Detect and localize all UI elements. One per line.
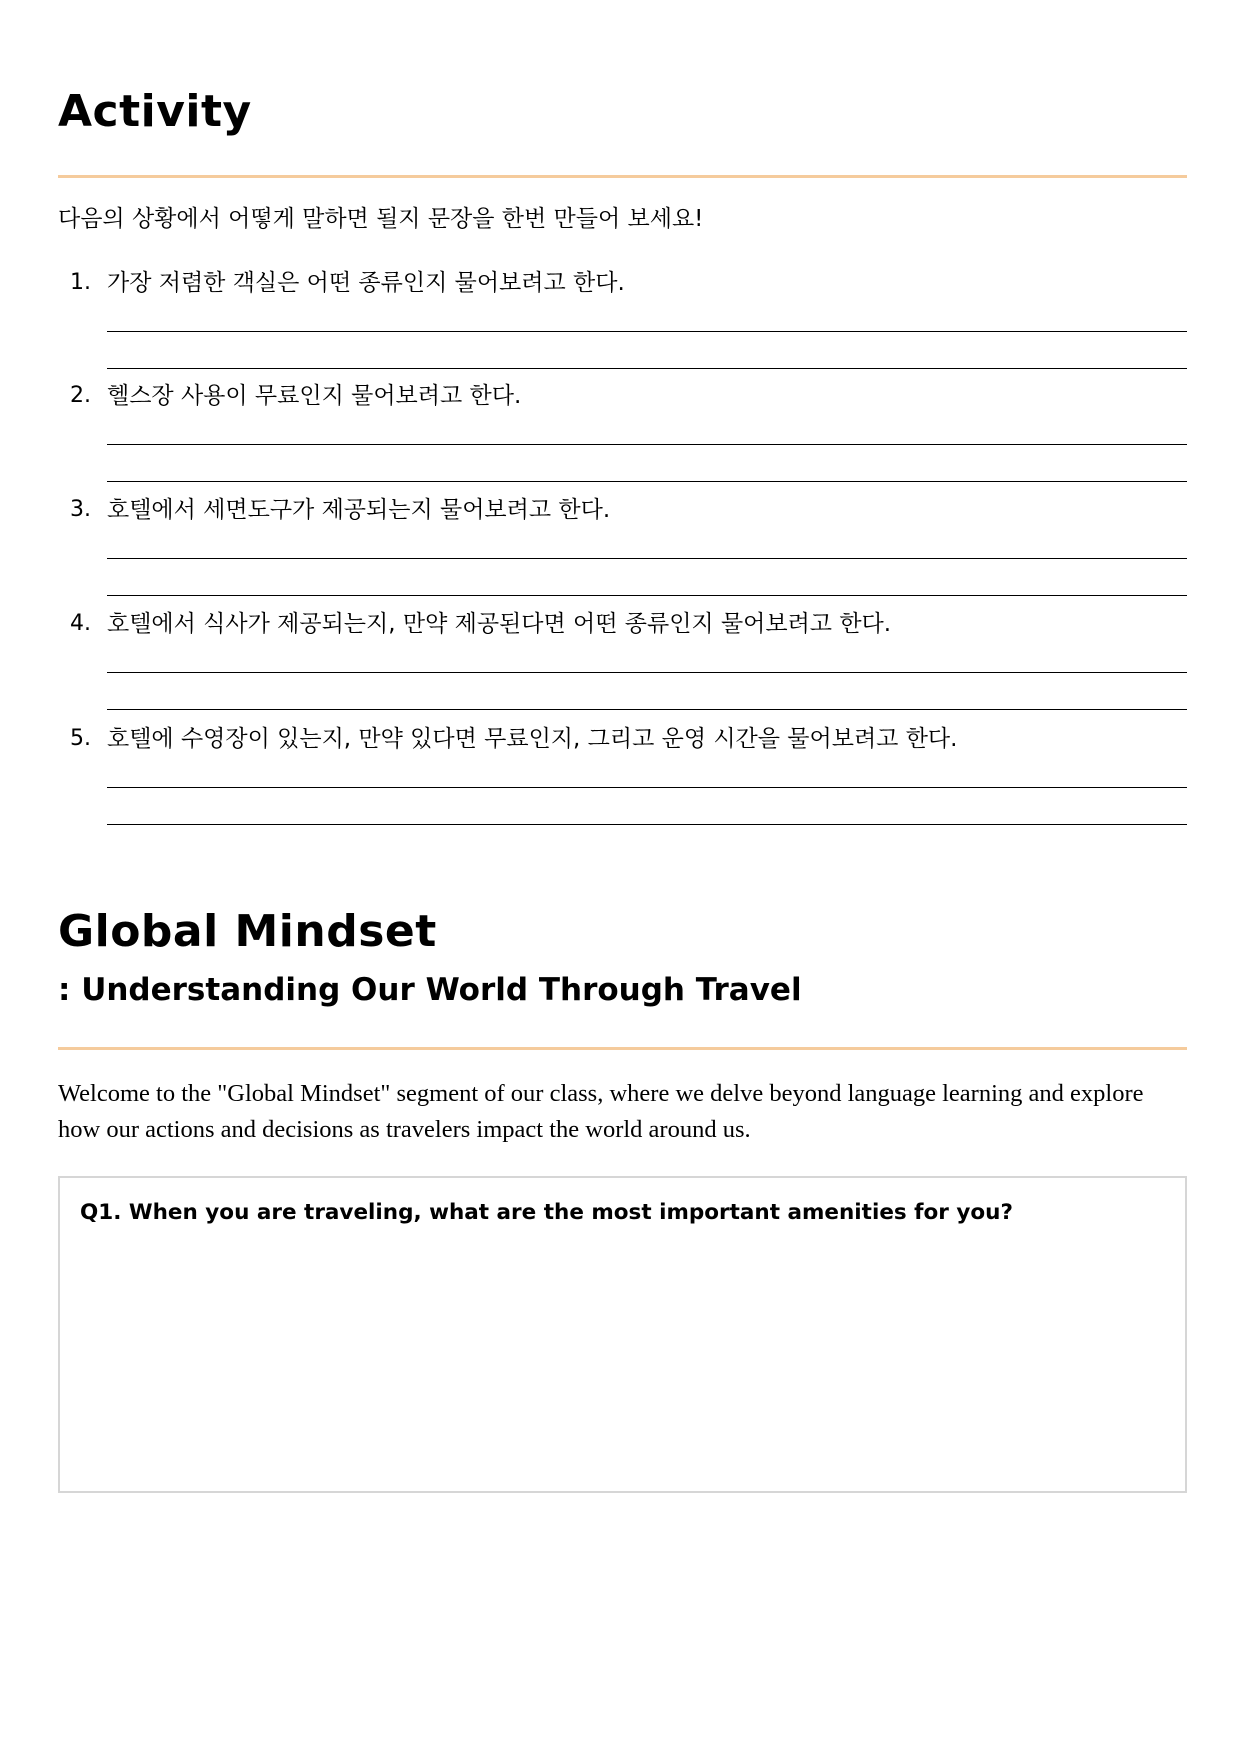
- question-answer-box[interactable]: [58, 1176, 1187, 1493]
- activity-heading: Activity: [58, 86, 252, 137]
- answer-line[interactable]: [107, 787, 1187, 788]
- global-mindset-subheading: : Understanding Our World Through Travel: [58, 972, 802, 1008]
- answer-line[interactable]: [107, 558, 1187, 559]
- answer-line[interactable]: [107, 331, 1187, 332]
- item-prompt: 호텔에 수영장이 있는지, 만약 있다면 무료인지, 그리고 운영 시간을 물어보려고 한다.: [107, 726, 958, 752]
- item-number: 2.: [70, 383, 91, 408]
- item-prompt: 호텔에서 세면도구가 제공되는지 물어보려고 한다.: [107, 497, 611, 523]
- item-number: 3.: [70, 497, 91, 522]
- global-divider: [58, 1047, 1187, 1050]
- item-number: 4.: [70, 611, 91, 636]
- item-number: 5.: [70, 726, 91, 751]
- answer-line[interactable]: [107, 481, 1187, 482]
- answer-line[interactable]: [107, 368, 1187, 369]
- activity-divider: [58, 175, 1187, 178]
- activity-instruction: 다음의 상황에서 어떻게 말하면 될지 문장을 한번 만들어 보세요!: [58, 206, 704, 232]
- question-1-label: Q1. When you are traveling, what are the most important amenities for you?: [80, 1200, 1013, 1225]
- answer-line[interactable]: [107, 672, 1187, 673]
- item-prompt: 호텔에서 식사가 제공되는지, 만약 제공된다면 어떤 종류인지 물어보려고 한다.: [107, 611, 892, 637]
- answer-line[interactable]: [107, 824, 1187, 825]
- answer-line[interactable]: [107, 709, 1187, 710]
- item-prompt: 가장 저렴한 객실은 어떤 종류인지 물어보려고 한다.: [107, 270, 625, 296]
- answer-line[interactable]: [107, 444, 1187, 445]
- global-mindset-heading: Global Mindset: [58, 906, 437, 957]
- item-number: 1.: [70, 270, 91, 295]
- global-intro-paragraph: Welcome to the "Global Mindset" segment of our class, where we delve beyond language learning and explore how our actions and decisions as travelers impact the world around us.: [58, 1080, 1144, 1143]
- item-prompt: 헬스장 사용이 무료인지 물어보려고 한다.: [107, 383, 522, 409]
- answer-line[interactable]: [107, 595, 1187, 596]
